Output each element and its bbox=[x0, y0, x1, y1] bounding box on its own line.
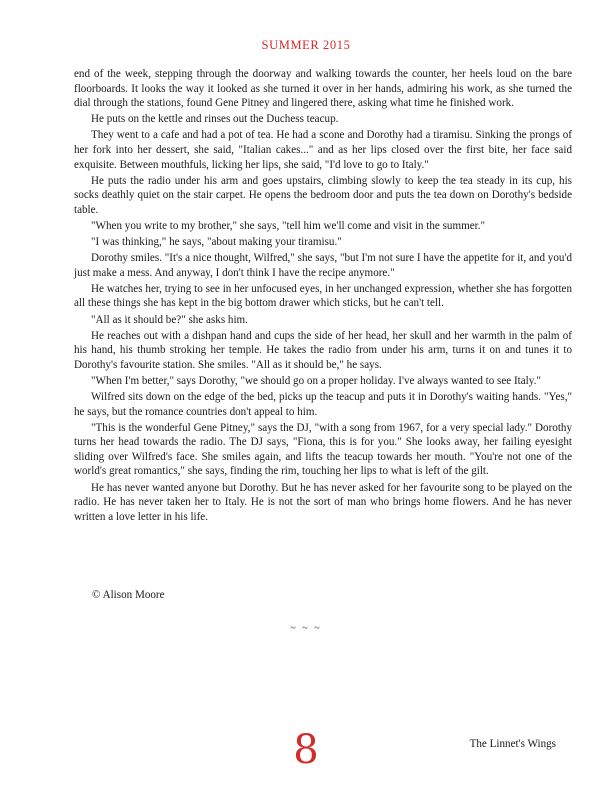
section-separator: ~ ~ ~ bbox=[290, 623, 322, 634]
paragraph: He puts on the kettle and rinses out the Duchess teacup. bbox=[91, 113, 339, 126]
paragraph: "I was thinking," he says, "about making your tiramisu." bbox=[91, 236, 342, 249]
paragraph: They went to a cafe and had a pot of tea. He had a scone and Dorothy had a tiramisu. Sinking the prongs of her fork into her dessert, she said, "Italian cakes..." and as her lips closed over the first bite, her face said exquisite. Between mouthfuls, licking her lips, she said, "I'd love to go to Italy." bbox=[74, 129, 572, 171]
paragraph: "All as it should be?" she asks him. bbox=[91, 313, 248, 326]
paragraph: "When I'm better," says Dorothy, "we should go on a proper holiday. I've always wanted to see Italy." bbox=[91, 374, 541, 387]
paragraph: end of the week, stepping through the doorway and walking towards the counter, her heels loud on the bare floorboards. It looks the way it looked as she turned it over in her hands, admiring his work, as she turned the dial through the stations, found Gene Pitney and lingered there, asking what time he finished work. bbox=[74, 68, 572, 110]
journal-name: The Linnet's Wings bbox=[469, 738, 556, 750]
paragraph: He reaches out with a dishpan hand and cups the side of her head, her skull and her warmth in the palm of his hand, his thumb stroking her temple. He takes the radio from under his arm, turns it on and tunes it to Dorothy's favourite station. She smiles. "All as it should be," he says. bbox=[74, 329, 572, 371]
paragraph: Wilfred sits down on the edge of the bed, picks up the teacup and puts it in Dorothy's waiting hands. "Yes," he says, but the romance countries don't appeal to him. bbox=[74, 390, 572, 418]
paragraph: "This is the wonderful Gene Pitney," says the DJ, "with a song from 1967, for a very special lady." Dorothy turns her head towards the radio. The DJ says, "Fiona, this is for you." She looks away, her failing eyesight sliding over Wilfred's face. She smiles again, and lifts the teacup towards her mouth. "You're not one of the world's great romantics," she says, finding the rim, touching her lips to what is left of the gilt. bbox=[74, 421, 572, 478]
running-header: SUMMER 2015 bbox=[261, 38, 351, 52]
paragraph: He puts the radio under his arm and goes upstairs, climbing slowly to keep the tea steady in its cup, his socks deathly quiet on the stair carpet. He opens the bedroom door and puts the tea down on Dorothy's bedside table. bbox=[74, 174, 572, 216]
copyright-credit: © Alison Moore bbox=[92, 589, 165, 601]
page-number: 8 bbox=[293, 727, 319, 773]
story-body bbox=[74, 67, 572, 526]
paragraph: Dorothy smiles. "It's a nice thought, Wilfred," she says, "but I'm not sure I have the appetite for it, and you'd just make a mess. And anyway, I don't think I have the recipe anymore." bbox=[74, 252, 572, 279]
paragraph: He has never wanted anyone but Dorothy. But he has never asked for her favourite song to be played on the radio. He has never taken her to Italy. He is not the sort of man who brings home flowers. And he has never written a love letter in his life. bbox=[74, 481, 572, 523]
paragraph: He watches her, trying to see in her unfocused eyes, in her unchanged expression, whether she has forgotten all these things she has kept in the big bottom drawer which sticks, but he can't tell. bbox=[74, 282, 572, 310]
paragraph: "When you write to my brother," she says, "tell him we'll come and visit in the summer." bbox=[91, 219, 486, 232]
